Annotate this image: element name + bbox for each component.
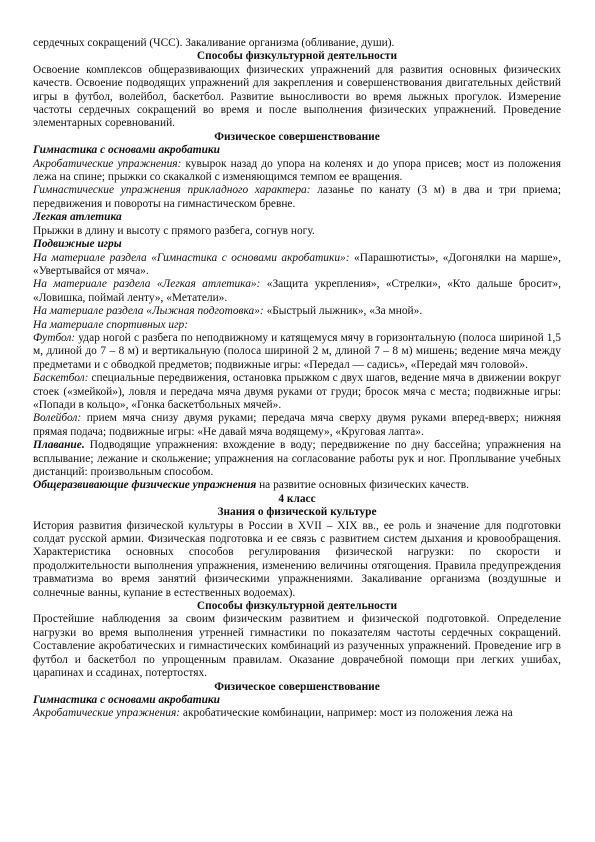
paragraph [33,372,561,412]
paragraph: Простейшие наблюдения за своим физическим развитием и физической подготовкой. Определение нагрузки во время выполнения утренней гимнастики по показателям частоты сердечных сокращений. Составление акробатических и гимнастических комбинаций из разученных упражнений. Проведение игр в футбол и баскетбол по упрощенным правилам. Оказание доврачебной помощи при легких ушибах, царапинах и ссадинах, потертостях. [33,613,561,680]
paragraph-lead: Баскетбол: [33,372,89,385]
section-heading: Способы физкультурной деятельности [196,50,398,63]
paragraph-text: на развитие основных физических качеств. [256,479,469,492]
paragraph-text: прием мяча снизу двумя руками; передача мяча сверху двумя руками вперед-вверх; нижняя прямая подача; подвижные игры: «Не давай мяча водящему», «Круговая лапта». [33,412,561,438]
paragraph [33,332,561,372]
grade-heading: 4 класс [278,492,316,505]
section-heading: Физическое совершенствование [214,130,380,143]
paragraph: История развития физической культуры в России в XVII – XIX вв., ее роль и значение для подготовки солдат русской армии. Физическая подготовка и ее связь с развитием систем дыхания и кровообращения. Характеристика основных способов регулирования физической нагрузки: по скорости и продолжительности выполнения упражнения, изменению величины отягощения. Правила предупреждения травматизма во время занятий физическими упражнениями. Закаливание организма (воздушные и солнечные ванны, купание в естественных водоемах). [33,519,561,599]
subsection-heading: На материале спортивных игр: [33,318,189,331]
paragraph-text: лазанье по канату (3 м) в два и три приема; передвижения и повороты на гимнастическом бревне. [33,184,561,210]
paragraph: Освоение комплексов общеразвивающих физических упражнений для развития основных физических качеств. Освоение подводящих упражнений для закрепления и совершенствования двигательных действий игры в футбол, волейбол, баскетбол. Развитие выносливости во время лыжных прогулок. Измерение частоты сердечных сокращений во время и после выполнения физических упражнений. Проведение элементарных соревнований. [33,63,561,130]
section-heading: Физическое совершенствование [214,680,380,693]
paragraph [33,707,561,720]
paragraph-lead: Футбол: [33,331,76,344]
paragraph-lead: На материале раздела «Гимнастика с основами акробатики»: [33,251,350,264]
paragraph: сердечных сокращений (ЧСС). Закаливание организма (обливание, души). [33,37,395,49]
paragraph [33,479,561,492]
paragraph [33,305,561,318]
paragraph-lead: Акробатические упражнения: [33,707,181,720]
paragraph-lead: На материале раздела «Лыжная подготовка»: [33,305,264,318]
paragraph-lead: Гимнастические упражнения прикладного характера: [33,184,311,197]
paragraph-lead: Плавание. [33,439,85,452]
paragraph-text: «Парашютисты», «Догонялки на марше», «Увертывайся от мяча». [33,251,561,277]
paragraph-text: «Быстрый лыжник», «За мной». [263,305,423,318]
paragraph [33,412,561,439]
section-heading: Способы физкультурной деятельности [196,600,398,613]
subsection-heading: Легкая атлетика [33,211,122,224]
paragraph-lead: На материале раздела «Легкая атлетика»: [33,278,261,291]
paragraph [33,439,561,479]
paragraph-text: удар ногой с разбега по неподвижному и катящемуся мячу в горизонтальную (полоса шириной 1,5 м, длиной до 7 – 8 м) и вертикальную (полоса шириной 2 м, длиной 7 – 8 м) мишень; ведение мяча между предметами и с обводкой предметов; подвижные игры: «Передал — садись», «Передай мяч головой». [33,331,561,371]
subsection-heading: Гимнастика с основами акробатики [33,693,221,706]
paragraph [33,158,561,185]
paragraph [33,278,561,305]
paragraph-text: «Защита укрепления», «Стрелки», «Кто дальше бросит», «Ловишка, поймай ленту», «Метатели». [33,278,562,304]
paragraph-lead: Общеразвивающие физические упражнения [33,479,257,492]
paragraph [33,252,561,279]
paragraph: Прыжки в длину и высоту с прямого разбега, согнув ногу. [33,224,315,237]
subsection-heading: Подвижные игры [33,238,122,251]
document-page [33,37,561,721]
paragraph-lead: Волейбол: [33,412,82,425]
paragraph-text: акробатические комбинации, например: мост из положения лежа на [180,707,513,720]
subsection-heading: Гимнастика с основами акробатики [33,144,221,157]
paragraph-text: специальные передвижения, остановка прыжком с двух шагов, ведение мяча в движении вокруг стоек («змейкой»), ловля и передача мяча двумя руками от груди; бросок мяча с места; подвижные игры: «Попади в кольцо», «Гонка баскетбольных мячей». [33,372,561,411]
section-heading: Знания о физической культуре [217,506,377,519]
paragraph-text: кувырок назад до упора на коленях и до упора присев; мост из положения лежа на спине; прыжки со скакалкой с изменяющимся темпом ее вращения. [33,157,561,184]
paragraph [33,184,561,211]
paragraph-lead: Акробатические упражнения: [33,157,182,170]
paragraph-text: Подводящие упражнения: вхождение в воду; передвижение по дну бассейна; упражнения на всплывание; лежание и скольжение; упражнения на согласование работы рук и ног. Проплывание учебных дистанций: произвольным способом. [33,439,561,478]
